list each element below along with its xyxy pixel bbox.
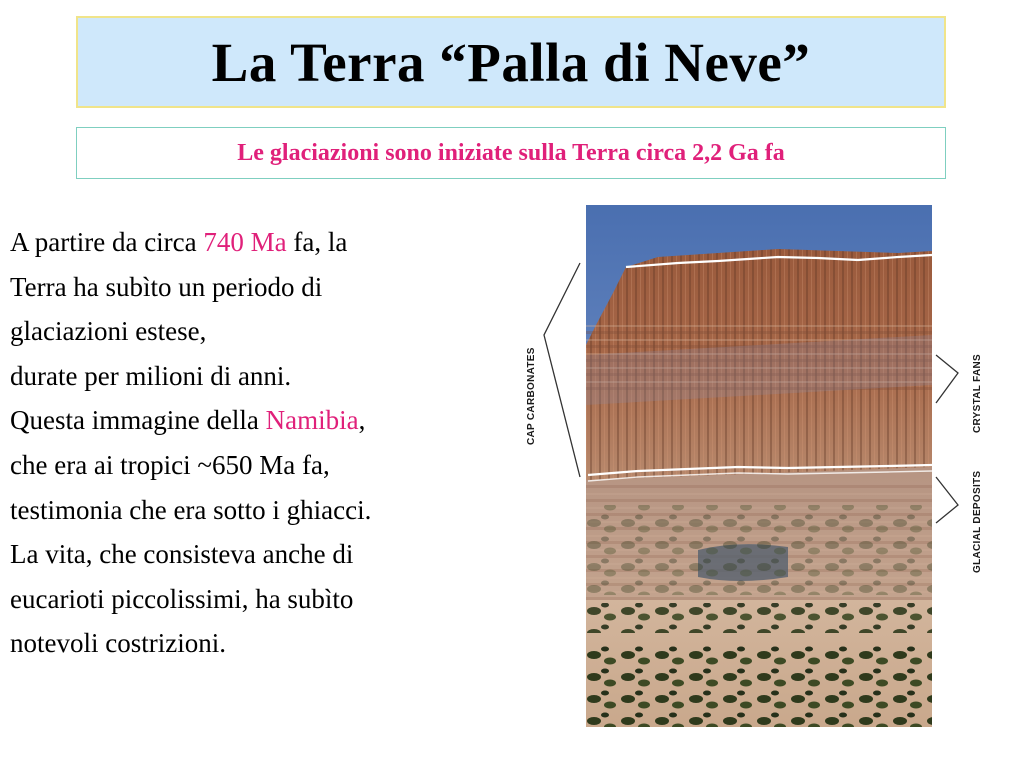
shrubs-slope — [586, 505, 932, 595]
label-cap-carbonates: CAP CARBONATES — [526, 347, 537, 445]
shrubs-upper — [586, 603, 932, 633]
namibia-figure — [518, 205, 998, 727]
body-line-1-end: fa, la — [286, 227, 348, 257]
body-line-5-start: Questa immagine della — [10, 405, 266, 436]
photo-area — [586, 205, 932, 727]
crystal-fans-bracket — [936, 355, 958, 403]
shrubs-lower — [586, 645, 932, 727]
slide-subtitle: Le glaciazioni sono iniziate sulla Terra circa 2,2 Ga fa — [237, 139, 785, 166]
body-line-2: Terra ha subìto un periodo di — [10, 271, 323, 302]
body-paragraph — [10, 220, 515, 666]
slide-title: La Terra “Palla di Neve” — [211, 31, 811, 93]
body-line-6: che era ai tropici ~650 Ma fa, — [10, 449, 330, 480]
body-line-3: glaciazioni estese, — [10, 316, 207, 347]
body-line-5 — [10, 398, 515, 443]
body-line-9: eucarioti piccolissimi, ha subìto — [10, 583, 354, 614]
body-line-1 — [10, 220, 515, 265]
title-box — [76, 16, 946, 108]
namibia-figure-svg — [518, 205, 998, 727]
cap-carbonates-bracket — [544, 263, 580, 477]
body-line-4: durate per milioni di anni. — [10, 360, 292, 391]
body-line-8: La vita, che consisteva anche di — [10, 539, 354, 570]
body-line-5-end: , — [358, 405, 366, 436]
glacial-deposits-bracket — [936, 477, 958, 523]
subtitle-box — [76, 127, 946, 179]
label-crystal-fans: CRYSTAL FANS — [972, 354, 983, 433]
body-line-7: testimonia che era sotto i ghiacci. — [10, 494, 372, 525]
highlight-namibia: Namibia — [265, 405, 359, 436]
highlight-740-ma: 740 Ma — [203, 227, 287, 257]
body-line-10: notevoli costrizioni. — [10, 628, 226, 659]
body-line-1-start: A partire da circa — [10, 227, 204, 257]
label-glacial-deposits: GLACIAL DEPOSITS — [972, 470, 983, 573]
